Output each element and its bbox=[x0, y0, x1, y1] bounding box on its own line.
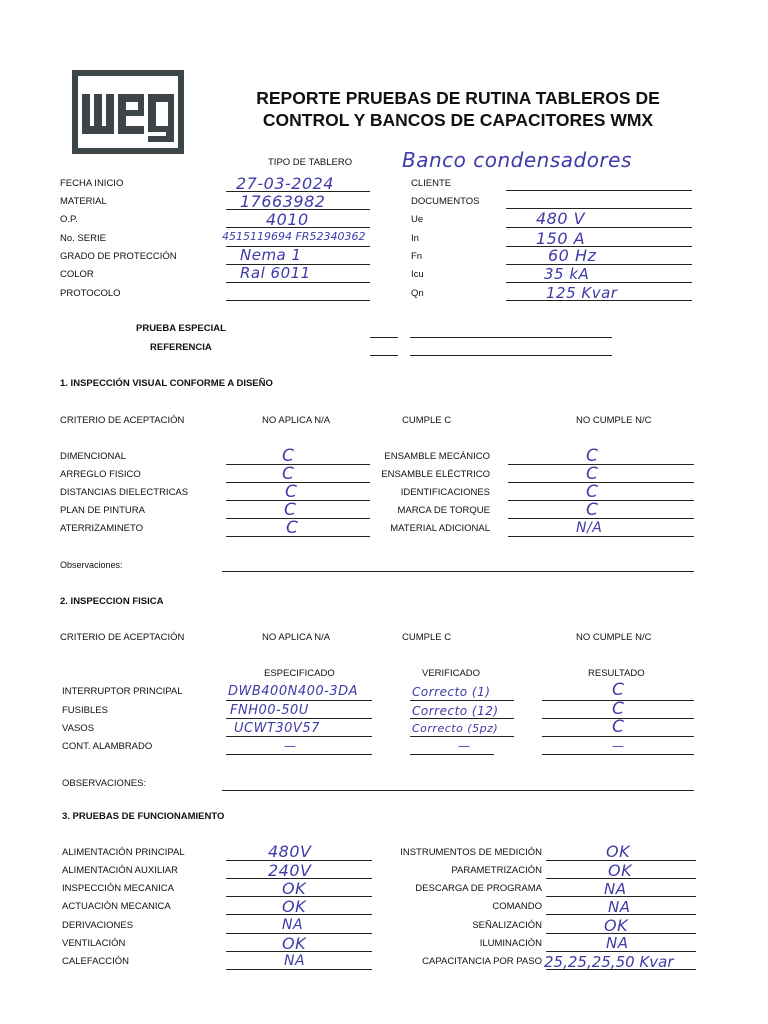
arreglo-fisico-label: ARREGLO FISICO bbox=[60, 469, 141, 480]
s2-ver-line3 bbox=[410, 736, 514, 737]
aterrizamiento-value: C bbox=[286, 518, 299, 538]
identificaciones-value: C bbox=[586, 482, 599, 502]
weg-logo bbox=[72, 70, 184, 154]
in-line bbox=[506, 246, 692, 247]
distancias-value: C bbox=[285, 482, 298, 502]
prueba-especial-label: PRUEBA ESPECIAL bbox=[136, 323, 226, 334]
fusibles-verificado: Correcto (12) bbox=[412, 704, 499, 718]
fusibles-resultado: C bbox=[612, 699, 625, 719]
section1-cumple: CUMPLE C bbox=[402, 415, 452, 426]
section1-observaciones-label: Observaciones: bbox=[60, 560, 123, 570]
arreglo-fisico-value: C bbox=[282, 464, 295, 484]
ensamble-mecanico-label: ENSAMBLE MECÁNICO bbox=[384, 451, 490, 462]
alim-auxiliar-label: ALIMENTACIÓN AUXILIAR bbox=[62, 865, 178, 876]
cont-alambrado-especificado: — bbox=[284, 739, 297, 753]
serie-value: 4515119694 FR52340362 bbox=[222, 230, 366, 243]
color-line bbox=[226, 282, 370, 283]
s2-esp-line4 bbox=[226, 754, 372, 755]
color-label: COLOR bbox=[60, 269, 94, 280]
fecha-inicio-label: FECHA INICIO bbox=[60, 178, 124, 189]
ensamble-electrico-label: ENSAMBLE ELÉCTRICO bbox=[381, 469, 490, 480]
section1-observaciones-line bbox=[222, 571, 694, 572]
comando-value: NA bbox=[608, 898, 631, 916]
section1-no-aplica: NO APLICA N/A bbox=[262, 415, 331, 426]
s2-ver-line4 bbox=[410, 754, 494, 755]
protocolo-line bbox=[226, 300, 370, 301]
material-adicional-label: MATERIAL ADICIONAL bbox=[390, 523, 490, 534]
section2-no-aplica: NO APLICA N/A bbox=[262, 632, 331, 643]
parametrizacion-value: OK bbox=[608, 861, 633, 880]
documentos-label: DOCUMENTOS bbox=[411, 196, 480, 207]
distancias-label: DISTANCIAS DIELECTRICAS bbox=[60, 487, 189, 498]
section1-criterio: CRITERIO DE ACEPTACIÓN bbox=[60, 415, 185, 426]
plan-pintura-value: C bbox=[284, 500, 297, 520]
cliente-line bbox=[506, 190, 692, 191]
in-label: In bbox=[411, 233, 419, 244]
section1-title: 1. INSPECCIÓN VISUAL CONFORME A DISEÑO bbox=[60, 378, 273, 389]
col-especificado: ESPECIFICADO bbox=[264, 668, 335, 679]
s2-ver-line2 bbox=[410, 718, 514, 719]
section2-cumple: CUMPLE C bbox=[402, 632, 452, 643]
comando-label: COMANDO bbox=[492, 901, 542, 912]
icu-label: Icu bbox=[411, 269, 424, 280]
referencia-line bbox=[410, 355, 612, 356]
col-resultado: RESULTADO bbox=[588, 668, 645, 679]
s3-line-l7 bbox=[226, 969, 372, 970]
alim-auxiliar-value: 240V bbox=[268, 861, 312, 880]
alim-principal-label: ALIMENTACIÓN PRINCIPAL bbox=[62, 847, 185, 858]
alim-principal-value: 480V bbox=[268, 842, 312, 861]
cont-alambrado-label: CONT. ALAMBRADO bbox=[62, 741, 153, 752]
material-value: 17663982 bbox=[240, 192, 326, 211]
serie-label: No. SERIE bbox=[60, 233, 106, 244]
interruptor-resultado: C bbox=[612, 680, 625, 700]
marca-torque-value: C bbox=[586, 500, 599, 520]
icu-line bbox=[506, 282, 692, 283]
iluminacion-value: NA bbox=[606, 934, 629, 952]
fn-label: Fn bbox=[411, 251, 423, 262]
fusibles-label: FUSIBLES bbox=[62, 705, 108, 716]
section2-criterio: CRITERIO DE ACEPTACIÓN bbox=[60, 632, 185, 643]
dimencional-value: C bbox=[282, 446, 295, 466]
fn-value: 60 Hz bbox=[548, 246, 597, 265]
ensamble-electrico-value: C bbox=[586, 464, 599, 484]
report-title-line2: CONTROL Y BANCOS DE CAPACITORES WMX bbox=[262, 110, 654, 130]
section3-title: 3. PRUEBAS DE FUNCIONAMIENTO bbox=[62, 811, 225, 822]
in-value: 150 A bbox=[536, 229, 586, 248]
qn-value: 125 Kvar bbox=[546, 284, 618, 302]
inspeccion-mecanica-value: OK bbox=[282, 879, 307, 898]
material-adicional-value: N/A bbox=[576, 520, 603, 536]
fn-line bbox=[506, 264, 692, 265]
s1-line-l2 bbox=[226, 482, 370, 483]
section1-no-cumple: NO CUMPLE N/C bbox=[576, 415, 652, 426]
cont-alambrado-verificado: — bbox=[458, 739, 471, 753]
descarga-programa-value: NA bbox=[604, 880, 627, 898]
icu-value: 35 kA bbox=[544, 265, 590, 283]
col-verificado: VERIFICADO bbox=[422, 668, 481, 679]
capacitancia-label: CAPACITANCIA POR PASO bbox=[422, 956, 542, 967]
ventilacion-value: OK bbox=[282, 934, 307, 953]
vasos-resultado: C bbox=[612, 717, 625, 737]
s2-res-line4 bbox=[542, 754, 694, 755]
derivaciones-value: NA bbox=[282, 917, 304, 933]
grado-proteccion-label: GRADO DE PROTECCIÓN bbox=[60, 251, 177, 262]
s1-line-r3 bbox=[508, 500, 694, 501]
s1-line-r2 bbox=[508, 482, 694, 483]
s1-line-l1 bbox=[226, 464, 370, 465]
fecha-value: 27-03-2024 bbox=[236, 174, 334, 193]
ue-value: 480 V bbox=[536, 209, 586, 228]
material-label: MATERIAL bbox=[60, 196, 107, 207]
referencia-short-line bbox=[370, 355, 398, 356]
interruptor-label: INTERRUPTOR PRINCIPAL bbox=[62, 686, 183, 697]
op-value: 4010 bbox=[266, 210, 309, 229]
s1-line-r1 bbox=[508, 464, 694, 465]
actuacion-mecanica-label: ACTUACIÓN MECANICA bbox=[62, 901, 171, 912]
interruptor-especificado: DWB400N400-3DA bbox=[228, 684, 358, 699]
documentos-line bbox=[506, 208, 692, 209]
qn-label: Qn bbox=[411, 288, 424, 299]
cliente-label: CLIENTE bbox=[411, 178, 452, 189]
parametrizacion-label: PARAMETRIZACIÓN bbox=[451, 865, 542, 876]
s1-line-r5 bbox=[508, 536, 694, 537]
protocolo-label: PROTOCOLO bbox=[60, 288, 121, 299]
senalizacion-label: SEÑALIZACIÓN bbox=[472, 920, 542, 931]
marca-torque-label: MARCA DE TORQUE bbox=[397, 505, 490, 516]
actuacion-mecanica-value: OK bbox=[282, 897, 307, 916]
prueba-especial-line bbox=[410, 337, 612, 338]
report-title-line1: REPORTE PRUEBAS DE RUTINA TABLEROS DE bbox=[256, 88, 660, 108]
grado-value: Nema 1 bbox=[240, 246, 302, 264]
s2-esp-line2 bbox=[226, 718, 372, 719]
interruptor-verificado: Correcto (1) bbox=[412, 685, 491, 699]
derivaciones-label: DERIVACIONES bbox=[62, 920, 134, 931]
referencia-label: REFERENCIA bbox=[150, 342, 212, 353]
section2-title: 2. INSPECCION FISICA bbox=[60, 596, 164, 607]
descarga-programa-label: DESCARGA DE PROGRAMA bbox=[415, 883, 542, 894]
op-label: O.P. bbox=[60, 214, 78, 225]
ventilacion-label: VENTILACIÓN bbox=[62, 938, 126, 949]
tipo-tablero-value: Banco condensadores bbox=[402, 148, 632, 172]
identificaciones-label: IDENTIFICACIONES bbox=[400, 487, 490, 498]
color-value: Ral 6011 bbox=[240, 264, 311, 282]
vasos-especificado: UCWT30V57 bbox=[234, 721, 320, 736]
capacitancia-value: 25,25,25,50 Kvar bbox=[544, 953, 674, 971]
instrumentos-value: OK bbox=[606, 842, 631, 861]
s1-line-r4 bbox=[508, 518, 694, 519]
section2-observaciones-line bbox=[222, 790, 694, 791]
iluminacion-label: ILUMINACIÓN bbox=[479, 938, 542, 949]
s2-esp-line3 bbox=[226, 736, 372, 737]
ue-label: Ue bbox=[411, 214, 424, 225]
instrumentos-label: INSTRUMENTOS DE MEDICIÓN bbox=[400, 847, 542, 858]
prueba-especial-short-line bbox=[370, 337, 398, 338]
aterrizamiento-label: ATERRIZAMINETO bbox=[60, 523, 144, 534]
ensamble-mecanico-value: C bbox=[586, 446, 599, 466]
inspeccion-mecanica-label: INSPECCIÓN MECANICA bbox=[62, 883, 174, 894]
senalizacion-value: OK bbox=[604, 916, 629, 935]
fusibles-especificado: FNH00-50U bbox=[230, 703, 309, 718]
vasos-verificado: Correcto (5pz) bbox=[412, 722, 499, 735]
s2-ver-line1 bbox=[410, 700, 514, 701]
tipo-tablero-label: TIPO DE TABLERO bbox=[268, 157, 353, 168]
cont-alambrado-resultado: — bbox=[612, 739, 625, 753]
calefaccion-value: NA bbox=[284, 953, 306, 969]
calefaccion-label: CALEFACCIÓN bbox=[62, 956, 130, 967]
dimencional-label: DIMENCIONAL bbox=[60, 451, 126, 462]
section2-observaciones-label: OBSERVACIONES: bbox=[62, 778, 147, 789]
section2-no-cumple: NO CUMPLE N/C bbox=[576, 632, 652, 643]
s2-esp-line1 bbox=[226, 700, 372, 701]
plan-pintura-label: PLAN DE PINTURA bbox=[60, 505, 145, 516]
ue-line bbox=[506, 227, 692, 228]
vasos-label: VASOS bbox=[62, 723, 95, 734]
s1-line-l3 bbox=[226, 500, 370, 501]
